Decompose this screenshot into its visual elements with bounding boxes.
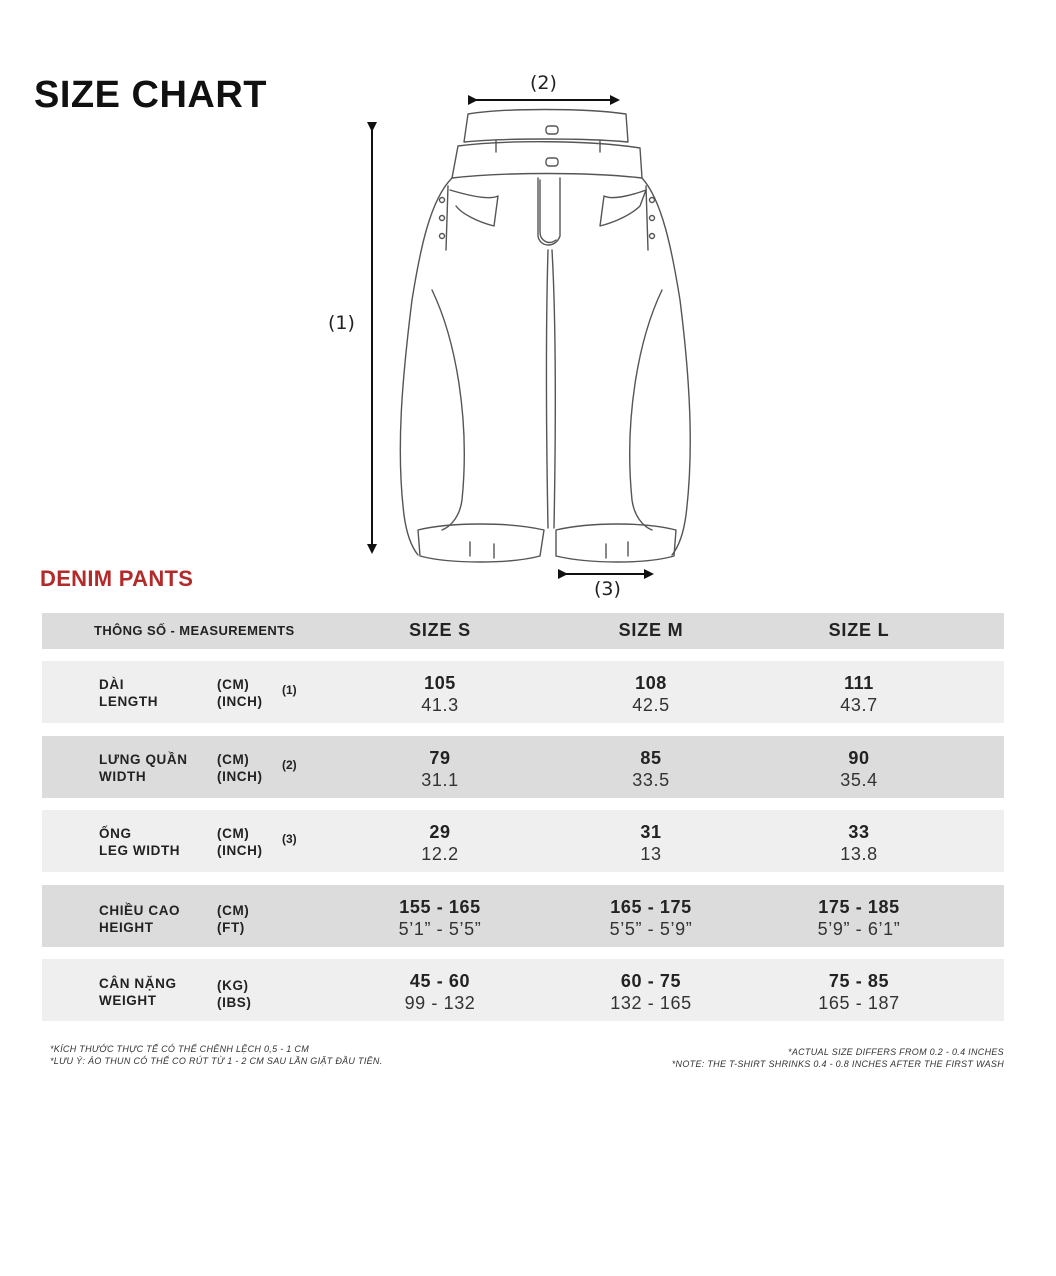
cell-size-l: 111 43.7	[840, 673, 878, 715]
footnote-en-line-2: *NOTE: THE T-SHIRT SHRINKS 0.4 - 0.8 INCHES AFTER THE FIRST WASH	[671, 1059, 1004, 1069]
measurements-header: THÔNG SỐ - MEASUREMENTS	[94, 623, 295, 638]
table-row-length	[42, 661, 1004, 723]
row-label-en: WEIGHT	[99, 993, 157, 1008]
row-unit-1: (KG)	[217, 978, 249, 993]
product-name: DENIM PANTS	[40, 566, 194, 591]
row-ref: (3)	[282, 832, 297, 846]
row-label-en: WIDTH	[99, 769, 147, 784]
row-label-vi: DÀI	[99, 677, 125, 692]
pants-diagram	[0, 0, 1056, 620]
cell-size-l: 175 - 185 5’9” - 6’1”	[817, 897, 901, 939]
row-unit-2: (INCH)	[217, 843, 263, 858]
row-label-vi: CÂN NẶNG	[99, 976, 177, 991]
row-unit-1: (CM)	[217, 826, 250, 841]
length-marker-label: (1)	[328, 312, 355, 334]
row-label-vi: CHIỀU CAO	[99, 903, 181, 918]
cell-size-s: 79 31.1	[421, 748, 459, 790]
cell-size-m: 85 33.5	[632, 748, 670, 790]
leg-marker-label: (3)	[594, 578, 621, 600]
footnote-vi	[50, 1043, 383, 1067]
size-l-header: SIZE L	[828, 620, 890, 640]
row-unit-1: (CM)	[217, 677, 250, 692]
cell-size-m: 31 13	[640, 822, 662, 864]
cell-size-s: 155 - 165 5’1” - 5’5”	[398, 897, 482, 939]
row-unit-2: (IBS)	[217, 995, 252, 1010]
row-unit-2: (INCH)	[217, 694, 263, 709]
cell-size-l: 90 35.4	[840, 748, 878, 790]
table-row-height	[42, 885, 1004, 947]
footnote-vi-line-2: *LƯU Ý: ÁO THUN CÓ THỂ CO RÚT TỪ 1 - 2 CM SAU LẦN GIẶT ĐẦU TIÊN.	[50, 1056, 383, 1066]
row-unit-2: (FT)	[217, 920, 245, 935]
row-label-vi: LƯNG QUẦN	[99, 752, 188, 767]
row-unit-1: (CM)	[217, 903, 250, 918]
size-m-header: SIZE M	[618, 620, 684, 640]
table-row-weight	[42, 959, 1004, 1021]
waist-marker-label: (2)	[530, 72, 557, 94]
footnote-en-line-1: *ACTUAL SIZE DIFFERS FROM 0.2 - 0.4 INCHES	[788, 1047, 1004, 1057]
table-row-leg-width	[42, 810, 1004, 872]
row-label-en: HEIGHT	[99, 920, 154, 935]
row-label-en: LEG WIDTH	[99, 843, 181, 858]
cell-size-s: 105 41.3	[421, 673, 459, 715]
size-s-header: SIZE S	[409, 620, 471, 640]
table-header	[42, 613, 1004, 649]
cell-size-l: 33 13.8	[840, 822, 878, 864]
row-ref: (1)	[282, 683, 297, 697]
cell-size-s: 29 12.2	[421, 822, 459, 864]
footnote-en	[672, 1046, 1004, 1070]
cell-size-m: 165 - 175 5’5” - 5’9”	[609, 897, 693, 939]
cell-size-m: 108 42.5	[632, 673, 670, 715]
cell-size-l: 75 - 85 165 - 187	[818, 971, 900, 1013]
cell-size-s: 45 - 60 99 - 132	[404, 971, 476, 1013]
pants-outline	[400, 110, 690, 563]
row-unit-1: (CM)	[217, 752, 250, 767]
row-ref: (2)	[282, 758, 297, 772]
cell-size-m: 60 - 75 132 - 165	[610, 971, 692, 1013]
footnote-vi-line-1: *KÍCH THƯỚC THỰC TẾ CÓ THỂ CHÊNH LỆCH 0,5 - 1 CM	[50, 1044, 310, 1054]
row-unit-2: (INCH)	[217, 769, 263, 784]
row-label-en: LENGTH	[99, 694, 159, 709]
table-row-width	[42, 736, 1004, 798]
page-title: SIZE CHART	[34, 74, 267, 116]
row-label-vi: ỐNG	[99, 826, 132, 841]
